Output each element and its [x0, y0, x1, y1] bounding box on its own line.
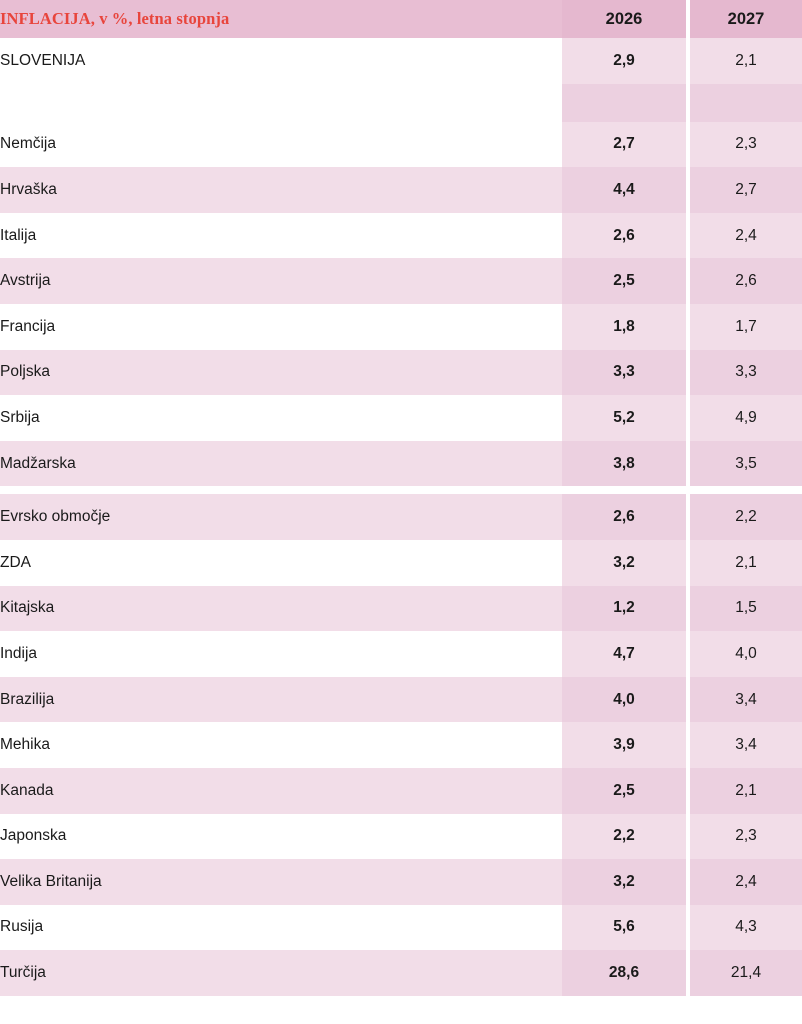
row-value-2026: 2,5 [562, 768, 686, 814]
row-value-2026: 4,4 [562, 167, 686, 213]
row-value-2026: 28,6 [562, 950, 686, 996]
table-row [0, 540, 802, 586]
row-value-2026: 1,2 [562, 586, 686, 632]
row-value-2027: 3,4 [690, 677, 802, 723]
row-label: Indija [0, 631, 562, 677]
table-row [0, 38, 802, 84]
row-label: Avstrija [0, 258, 562, 304]
row-value-2026: 5,2 [562, 395, 686, 441]
table-row [0, 905, 802, 951]
row-label: Turčija [0, 950, 562, 996]
row-value-2026: 2,2 [562, 814, 686, 860]
table-row [0, 950, 802, 996]
row-label: Italija [0, 213, 562, 259]
table-row [0, 486, 802, 494]
table-title: INFLACIJA, v %, letna stopnja [0, 0, 562, 38]
row-value-2026: 4,7 [562, 631, 686, 677]
row-value-2026: 5,6 [562, 905, 686, 951]
row-value-2026: 3,8 [562, 441, 686, 487]
row-value-2027: 4,9 [690, 395, 802, 441]
row-value-2027: 2,1 [690, 38, 802, 84]
row-value-2026: 2,6 [562, 494, 686, 540]
row-value-2026: 3,2 [562, 540, 686, 586]
row-value-2027 [690, 486, 802, 494]
row-label: Brazilija [0, 677, 562, 723]
table-row [0, 258, 802, 304]
row-label: Velika Britanija [0, 859, 562, 905]
row-value-2026 [562, 486, 686, 494]
table-row [0, 494, 802, 540]
row-value-2027: 3,4 [690, 722, 802, 768]
table-row [0, 631, 802, 677]
row-value-2027: 2,1 [690, 540, 802, 586]
row-label: Mehika [0, 722, 562, 768]
column-header-2027: 2027 [690, 0, 802, 38]
row-value-2027: 2,4 [690, 213, 802, 259]
row-label: Evrsko območje [0, 494, 562, 540]
table-row [0, 84, 802, 122]
column-header-2026: 2026 [562, 0, 686, 38]
table-row [0, 167, 802, 213]
row-value-2027: 3,5 [690, 441, 802, 487]
row-label: ZDA [0, 540, 562, 586]
row-value-2027: 2,4 [690, 859, 802, 905]
row-value-2026: 3,9 [562, 722, 686, 768]
row-value-2027: 3,3 [690, 350, 802, 396]
row-label: Francija [0, 304, 562, 350]
table-body [0, 38, 802, 996]
row-value-2027: 4,0 [690, 631, 802, 677]
table-row [0, 441, 802, 487]
row-value-2026: 4,0 [562, 677, 686, 723]
row-value-2027: 1,7 [690, 304, 802, 350]
table-row [0, 586, 802, 632]
row-value-2026: 2,5 [562, 258, 686, 304]
row-value-2026: 2,9 [562, 38, 686, 84]
row-value-2026 [562, 84, 686, 122]
table-row [0, 122, 802, 168]
row-label: Kitajska [0, 586, 562, 632]
row-value-2026: 3,2 [562, 859, 686, 905]
row-label: SLOVENIJA [0, 38, 562, 84]
row-value-2027: 2,2 [690, 494, 802, 540]
row-label [0, 486, 562, 494]
row-value-2027: 21,4 [690, 950, 802, 996]
table-row [0, 213, 802, 259]
row-value-2026: 2,7 [562, 122, 686, 168]
table-row [0, 677, 802, 723]
table-row [0, 722, 802, 768]
row-label: Madžarska [0, 441, 562, 487]
table-row [0, 768, 802, 814]
row-value-2026: 2,6 [562, 213, 686, 259]
row-label: Hrvaška [0, 167, 562, 213]
row-label [0, 84, 562, 122]
row-value-2027: 2,3 [690, 814, 802, 860]
row-label: Srbija [0, 395, 562, 441]
row-label: Rusija [0, 905, 562, 951]
row-value-2027 [690, 84, 802, 122]
row-value-2027: 2,6 [690, 258, 802, 304]
table-header-row [0, 0, 802, 38]
row-value-2026: 3,3 [562, 350, 686, 396]
row-value-2027: 2,7 [690, 167, 802, 213]
table-row [0, 395, 802, 441]
row-value-2027: 1,5 [690, 586, 802, 632]
row-value-2026: 1,8 [562, 304, 686, 350]
row-label: Poljska [0, 350, 562, 396]
table-row [0, 350, 802, 396]
row-value-2027: 4,3 [690, 905, 802, 951]
row-label: Nemčija [0, 122, 562, 168]
table-row [0, 304, 802, 350]
row-label: Kanada [0, 768, 562, 814]
row-label: Japonska [0, 814, 562, 860]
table-row [0, 814, 802, 860]
table-row [0, 859, 802, 905]
row-value-2027: 2,3 [690, 122, 802, 168]
row-value-2027: 2,1 [690, 768, 802, 814]
